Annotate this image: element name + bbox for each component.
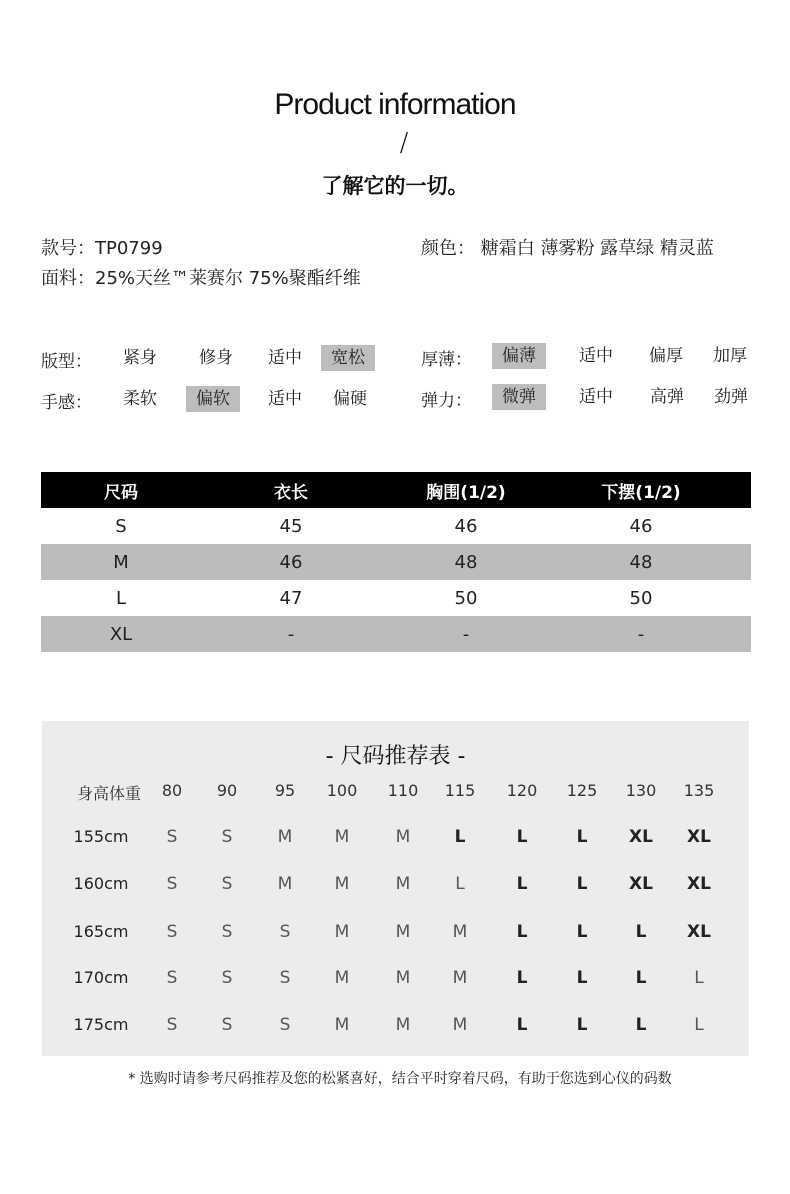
- attr-elasticity-label: 弹力：: [421, 391, 472, 411]
- attr-feel-option: 柔软: [123, 389, 157, 409]
- attr-elasticity-option: 劲弹: [714, 387, 748, 407]
- table-cell: 48: [629, 551, 653, 573]
- recommended-size: M: [277, 874, 293, 894]
- table-cell: S: [115, 515, 127, 537]
- attr-fit-label: 版型：: [41, 352, 92, 372]
- recommended-size: XL: [629, 827, 653, 847]
- recommendation-title: - 尺码推荐表 -: [325, 744, 466, 769]
- header-length: 衣长: [274, 482, 308, 503]
- recommended-size: L: [516, 874, 528, 894]
- table-cell: 46: [279, 551, 303, 573]
- recommended-size: XL: [687, 922, 711, 942]
- attr-thickness-option: 适中: [579, 346, 613, 366]
- recommended-size: M: [334, 874, 350, 894]
- recommended-size: L: [694, 1015, 704, 1035]
- recommended-size: XL: [687, 874, 711, 894]
- recommended-size: L: [516, 827, 528, 847]
- recommended-size: M: [452, 1015, 468, 1035]
- recommended-size: S: [221, 922, 233, 942]
- table-row: [41, 544, 751, 580]
- size-recommendation-panel: [42, 721, 749, 1056]
- attr-feel-option: 适中: [268, 389, 302, 409]
- height-label: 170cm: [73, 968, 129, 987]
- recommended-size: M: [395, 827, 411, 847]
- title-chinese: 了解它的一切。: [321, 174, 469, 198]
- recommended-size: L: [635, 968, 647, 988]
- attr-thickness-option-selected: 偏薄: [492, 343, 546, 369]
- recommended-size: XL: [687, 827, 711, 847]
- recommended-size: S: [221, 1015, 233, 1035]
- recommended-size: L: [576, 922, 588, 942]
- style-number: 款号：TP0799: [41, 238, 163, 259]
- recommended-size: S: [221, 827, 233, 847]
- table-row: [41, 508, 751, 544]
- weight-header: 90: [216, 781, 238, 800]
- weight-header: 80: [161, 781, 183, 800]
- attr-elasticity-option: 高弹: [650, 387, 684, 407]
- color-options: 颜色： 糖霜白 薄雾粉 露草绿 精灵蓝: [421, 238, 714, 259]
- weight-header: 95: [274, 781, 296, 800]
- height-label: 175cm: [73, 1015, 129, 1034]
- height-label: 155cm: [73, 827, 129, 846]
- recommended-size: S: [221, 968, 233, 988]
- recommended-size: L: [455, 874, 465, 894]
- attr-thickness-option: 加厚: [713, 346, 747, 366]
- attr-fit-option-selected: 宽松: [321, 345, 375, 371]
- attr-feel-option: 偏硬: [333, 389, 367, 409]
- weight-header: 120: [506, 781, 538, 800]
- recommended-size: L: [454, 827, 466, 847]
- table-cell: 46: [454, 515, 478, 537]
- title-divider-slash: /: [399, 128, 409, 158]
- table-cell: 50: [629, 587, 653, 609]
- recommended-size: M: [395, 874, 411, 894]
- recommended-size: M: [334, 1015, 350, 1035]
- recommended-size: L: [635, 922, 647, 942]
- attr-elasticity-option: 适中: [579, 387, 613, 407]
- table-cell: 47: [279, 587, 303, 609]
- table-cell: 46: [629, 515, 653, 537]
- height-label: 160cm: [73, 874, 129, 893]
- table-cell: 45: [279, 515, 303, 537]
- weight-header: 100: [326, 781, 358, 800]
- footnote: * 选购时请参考尺码推荐及您的松紧喜好，结合平时穿着尺码，有助于您选到心仪的码数: [128, 1071, 672, 1087]
- title-english: Product information: [274, 88, 516, 121]
- recommended-size: XL: [629, 874, 653, 894]
- recommended-size: L: [516, 922, 528, 942]
- table-cell: XL: [109, 623, 133, 645]
- recommended-size: L: [576, 1015, 588, 1035]
- table-row: [41, 616, 751, 652]
- recommended-size: M: [395, 922, 411, 942]
- weight-header: 110: [387, 781, 419, 800]
- table-cell: -: [637, 623, 645, 645]
- weight-header: 130: [625, 781, 657, 800]
- table-cell: -: [287, 623, 295, 645]
- attr-thickness-option: 偏厚: [649, 346, 683, 366]
- recommended-size: L: [576, 827, 588, 847]
- recommended-size: S: [279, 922, 291, 942]
- attr-fit-option: 修身: [199, 348, 233, 368]
- attr-feel-option-selected: 偏软: [186, 386, 240, 412]
- recommended-size: M: [334, 968, 350, 988]
- recommended-size: L: [516, 1015, 528, 1035]
- table-cell: 50: [454, 587, 478, 609]
- recommended-size: S: [166, 874, 178, 894]
- fabric-composition: 面料：25%天丝™莱赛尔 75%聚酯纤维: [41, 268, 361, 289]
- attr-elasticity-option-selected: 微弹: [492, 384, 546, 410]
- recommended-size: S: [166, 1015, 178, 1035]
- attr-fit-option: 适中: [268, 348, 302, 368]
- table-cell: 48: [454, 551, 478, 573]
- recommended-size: L: [576, 968, 588, 988]
- attr-thickness-label: 厚薄：: [421, 350, 472, 370]
- recommended-size: L: [576, 874, 588, 894]
- recommended-size: S: [279, 1015, 291, 1035]
- table-cell: L: [115, 587, 127, 609]
- recommended-size: S: [166, 922, 178, 942]
- header-size: 尺码: [104, 482, 138, 503]
- attr-feel-label: 手感：: [41, 393, 92, 413]
- recommended-size: M: [334, 827, 350, 847]
- recommended-size: M: [452, 922, 468, 942]
- table-row: [41, 580, 751, 616]
- recommended-size: M: [334, 922, 350, 942]
- attr-fit-option: 紧身: [123, 348, 157, 368]
- weight-header: 125: [566, 781, 598, 800]
- recommended-size: S: [166, 827, 178, 847]
- size-table: [41, 472, 751, 652]
- recommended-size: L: [635, 1015, 647, 1035]
- recommended-size: M: [395, 968, 411, 988]
- header-chest: 胸围(1/2): [426, 482, 506, 503]
- recommended-size: M: [452, 968, 468, 988]
- height-label: 165cm: [73, 922, 129, 941]
- recommended-size: L: [694, 968, 704, 988]
- recommended-size: M: [395, 1015, 411, 1035]
- recommended-size: S: [166, 968, 178, 988]
- header-hem: 下摆(1/2): [601, 482, 681, 503]
- recommended-size: S: [221, 874, 233, 894]
- weight-header: 135: [683, 781, 715, 800]
- recommendation-corner-label: 身高体重: [76, 784, 141, 803]
- size-table-header: [41, 472, 751, 508]
- table-cell: -: [462, 623, 470, 645]
- recommended-size: L: [516, 968, 528, 988]
- recommended-size: S: [279, 968, 291, 988]
- weight-header: 115: [444, 781, 476, 800]
- table-cell: M: [113, 551, 129, 573]
- recommended-size: M: [277, 827, 293, 847]
